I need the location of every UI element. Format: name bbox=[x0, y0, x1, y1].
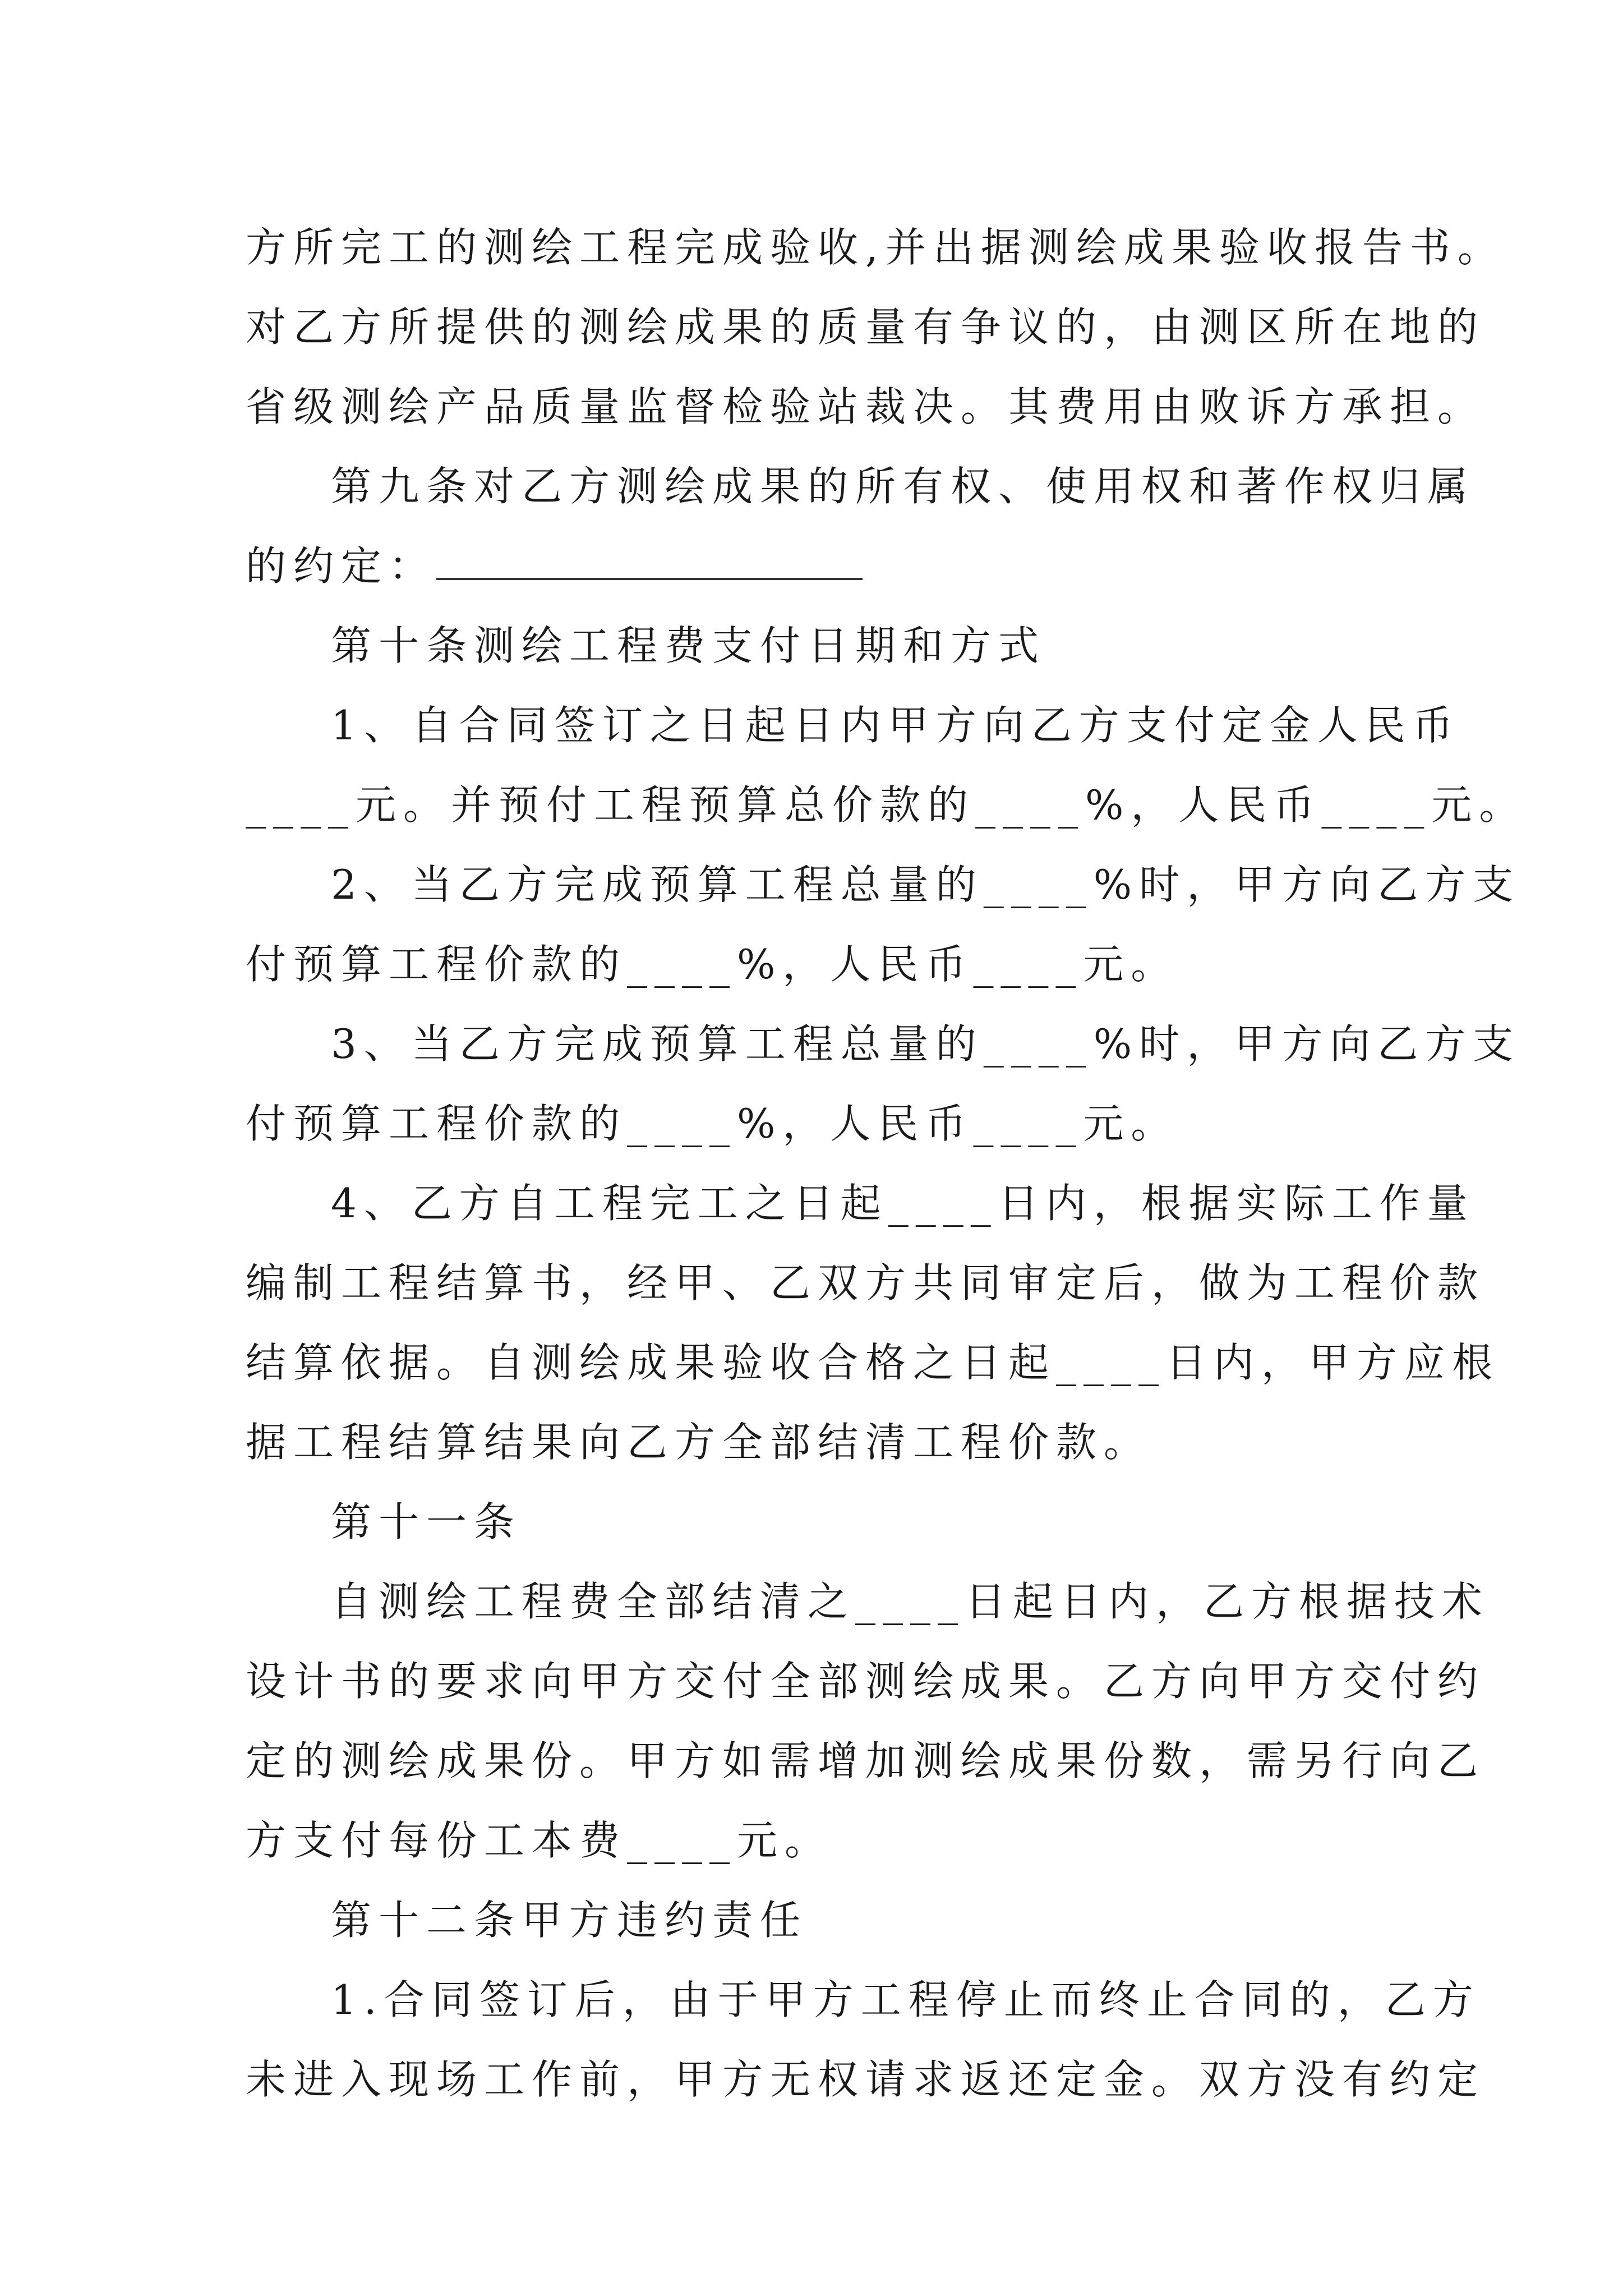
fill-in-blank bbox=[436, 546, 863, 580]
text-line: 结算依据。自测绘成果验收合格之日起____日内，甲方应根 bbox=[246, 1339, 1500, 1386]
text-line: 设计书的要求向甲方交付全部测绘成果。乙方向甲方交付约 bbox=[246, 1658, 1486, 1705]
article-11-heading: 第十一条 bbox=[331, 1498, 522, 1545]
clause-10-3: 3、当乙方完成预算工程总量的____%时，甲方向乙方支 bbox=[331, 1020, 1521, 1068]
article-11-body: 自测绘工程费全部结清之____日起日内，乙方根据技术 bbox=[331, 1578, 1490, 1625]
text-line: 据工程结算结果向乙方全部结清工程价款。 bbox=[246, 1419, 1152, 1466]
text-line: 定的测绘成果份。甲方如需增加测绘成果份数，需另行向乙 bbox=[246, 1737, 1486, 1784]
text-line: 编制工程结算书，经甲、乙双方共同审定后，做为工程价款 bbox=[246, 1259, 1486, 1306]
text-line: 对乙方所提供的测绘成果的质量有争议的，由测区所在地的 bbox=[246, 303, 1486, 351]
text-line-with-blank bbox=[246, 526, 1440, 606]
clause-10-4: 4、乙方自工程完工之日起____日内，根据实际工作量 bbox=[331, 1180, 1475, 1227]
clause-10-2: 2、当乙方完成预算工程总量的____%时，甲方向乙方支 bbox=[331, 861, 1521, 908]
text-line: 付预算工程价款的____%，人民币____元。 bbox=[246, 941, 1179, 988]
text-line: 未进入现场工作前，甲方无权请求返还定金。双方没有约定 bbox=[246, 2056, 1486, 2103]
text-line: 的约定： bbox=[246, 542, 437, 590]
clause-12-1: 1.合同签订后，由于甲方工程停止而终止合同的，乙方 bbox=[331, 1976, 1481, 2023]
article-9-heading: 第九条对乙方测绘成果的所有权、使用权和著作权归属 bbox=[331, 463, 1476, 510]
article-10-heading: 第十条测绘工程费支付日期和方式 bbox=[331, 622, 1046, 669]
text-line: 付预算工程价款的____%，人民币____元。 bbox=[246, 1100, 1179, 1147]
text-line: 方支付每份工本费____元。 bbox=[246, 1817, 833, 1864]
text-line: 省级测绘产品质量监督检验站裁决。其费用由败诉方承担。 bbox=[246, 383, 1486, 430]
text-line: ____元。并预付工程预算总价款的____%，人民币____元。 bbox=[246, 781, 1527, 829]
clause-10-1: 1、自合同签订之日起日内甲方向乙方支付定金人民币 bbox=[331, 702, 1460, 749]
contract-text bbox=[246, 208, 1527, 2119]
article-12-heading: 第十二条甲方违约责任 bbox=[331, 1897, 808, 1944]
text-line: 方所完工的测绘工程完成验收,并出据测绘成果验收报告书。 bbox=[246, 224, 1505, 271]
